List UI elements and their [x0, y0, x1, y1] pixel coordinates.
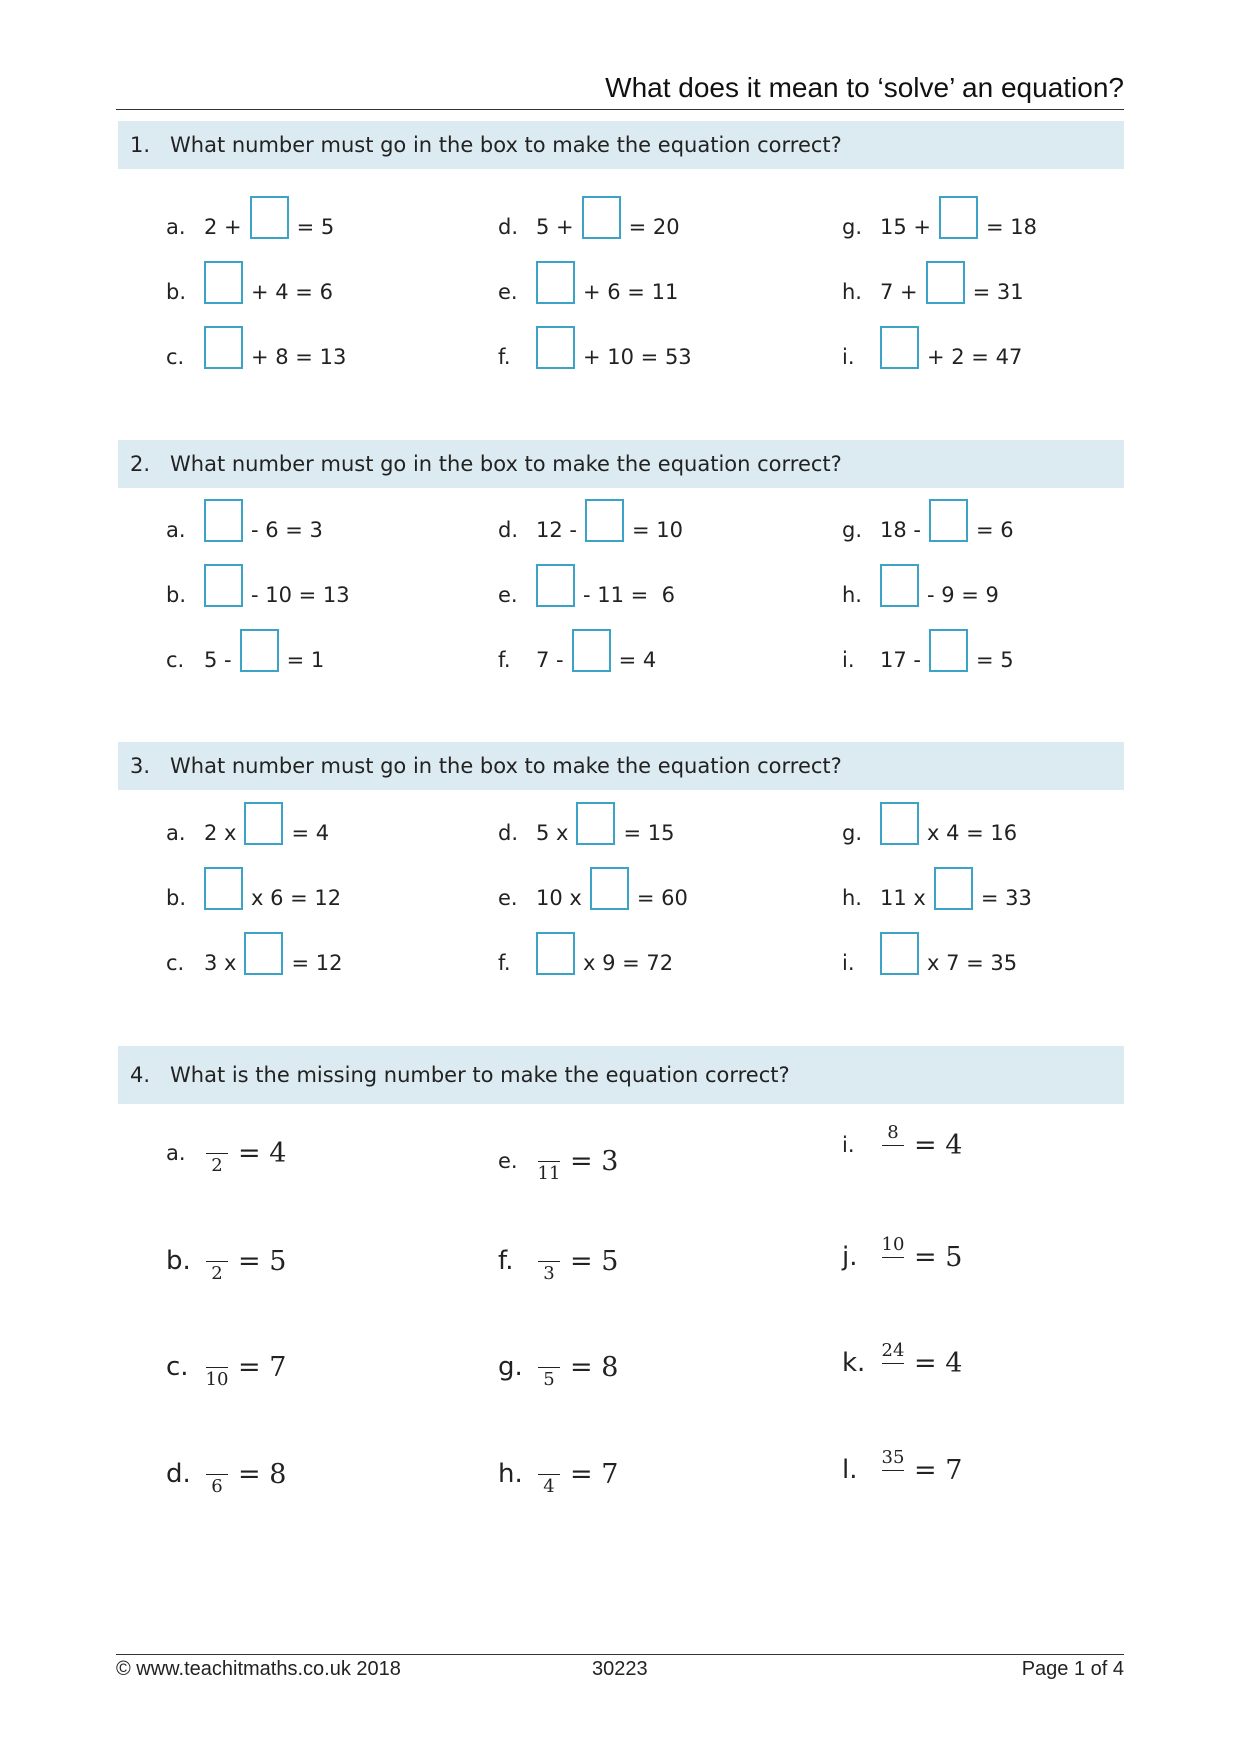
- problem-2d: [498, 506, 683, 554]
- answer-box[interactable]: [536, 326, 575, 369]
- problem-right-text: x 6 = 12: [251, 886, 342, 910]
- equation-rhs: = 3: [570, 1145, 619, 1177]
- problem-left-text: 3 x: [204, 951, 237, 975]
- answer-box[interactable]: [585, 499, 624, 542]
- fraction-numerator-blank[interactable]: [211, 1450, 222, 1474]
- problem-letter: d.: [498, 518, 519, 542]
- problem-right-text: = 33: [980, 886, 1032, 910]
- fraction-numerator-blank[interactable]: [543, 1450, 554, 1474]
- question-prompt: What is the missing number to make the equation correct?: [170, 1063, 790, 1087]
- question-number: 2.: [130, 452, 151, 476]
- fraction: [880, 1339, 906, 1388]
- fraction-numerator-blank[interactable]: [211, 1129, 222, 1153]
- footer-page-number: Page 1 of 4: [1021, 1658, 1124, 1680]
- fraction-numerator: 10: [881, 1233, 905, 1255]
- equation-rhs: = 5: [570, 1245, 619, 1277]
- problem-right-text: = 31: [972, 280, 1024, 304]
- problem-letter: a.: [166, 215, 186, 239]
- problem-left-text: 18 -: [880, 518, 921, 542]
- fraction-numerator-blank[interactable]: [543, 1343, 554, 1367]
- problem-right-text: = 18: [986, 215, 1037, 239]
- answer-box[interactable]: [536, 564, 575, 607]
- problem-1e: [498, 268, 678, 316]
- problem-right-text: = 5: [296, 215, 335, 239]
- problem-1a: [166, 203, 334, 251]
- answer-box[interactable]: [880, 932, 919, 975]
- problem-4k: [842, 1328, 962, 1398]
- fraction: [204, 1450, 230, 1499]
- problem-letter: l.: [842, 1455, 858, 1485]
- answer-box[interactable]: [572, 629, 611, 672]
- problem-left-text: 7 +: [880, 280, 918, 304]
- problem-right-text: = 4: [291, 821, 330, 845]
- page-title: What does it mean to ‘solve’ an equation?: [605, 72, 1124, 103]
- answer-box[interactable]: [204, 867, 243, 910]
- question-prompt: What number must go in the box to make the equation correct?: [170, 452, 842, 476]
- fraction-denominator-blank[interactable]: [887, 1258, 898, 1282]
- fraction: [536, 1450, 562, 1499]
- problem-letter: g.: [842, 215, 863, 239]
- problem-left-text: 17 -: [880, 648, 921, 672]
- problem-letter: e.: [498, 886, 518, 910]
- problem-4l: [842, 1435, 962, 1505]
- fraction: [204, 1129, 230, 1178]
- answer-box[interactable]: [926, 261, 965, 304]
- problem-letter: h.: [498, 1459, 523, 1489]
- problem-letter: h.: [842, 280, 862, 304]
- fraction-denominator: 5: [543, 1368, 555, 1390]
- problem-right-text: - 10 = 13: [251, 583, 350, 607]
- problem-right-text: = 6: [975, 518, 1014, 542]
- equation-rhs: = 7: [570, 1458, 619, 1490]
- answer-box[interactable]: [204, 564, 243, 607]
- problem-letter: d.: [498, 821, 519, 845]
- problem-right-text: + 6 = 11: [583, 280, 679, 304]
- problem-letter: f.: [498, 951, 511, 975]
- problem-letter: f.: [498, 1246, 514, 1276]
- problem-letter: g.: [842, 821, 863, 845]
- problem-right-text: - 11 = 6: [583, 583, 675, 607]
- problem-letter: h.: [842, 886, 862, 910]
- equation-rhs: = 4: [914, 1129, 963, 1161]
- answer-box[interactable]: [582, 196, 621, 239]
- answer-box[interactable]: [204, 326, 243, 369]
- problem-letter: g.: [498, 1352, 523, 1382]
- answer-box[interactable]: [880, 326, 919, 369]
- problem-right-text: + 10 = 53: [583, 345, 692, 369]
- equation-rhs: = 7: [238, 1351, 287, 1383]
- fraction-denominator-blank[interactable]: [887, 1471, 898, 1495]
- equation-rhs: = 4: [914, 1347, 963, 1379]
- question-2-header: [118, 440, 1124, 488]
- problem-2c: [166, 636, 324, 684]
- problem-right-text: = 5: [975, 648, 1014, 672]
- problem-letter: i.: [842, 345, 855, 369]
- problem-right-text: = 60: [636, 886, 688, 910]
- problem-letter: c.: [166, 951, 185, 975]
- problem-1d: [498, 203, 680, 251]
- fraction: [204, 1343, 230, 1392]
- problem-left-text: 5 -: [204, 648, 232, 672]
- fraction-denominator: 10: [205, 1368, 229, 1390]
- question-4-header: [118, 1046, 1124, 1104]
- problem-letter: b.: [166, 280, 187, 304]
- problem-right-text: + 8 = 13: [251, 345, 347, 369]
- problem-right-text: - 6 = 3: [251, 518, 323, 542]
- answer-box[interactable]: [939, 196, 978, 239]
- answer-box[interactable]: [204, 499, 243, 542]
- answer-box[interactable]: [204, 261, 243, 304]
- problem-1c: [166, 333, 346, 381]
- problem-3g: [842, 809, 1017, 857]
- problem-2g: [842, 506, 1014, 554]
- problem-letter: i.: [842, 1133, 855, 1157]
- fraction-numerator: 35: [881, 1446, 905, 1468]
- problem-1i: [842, 333, 1022, 381]
- problem-4h: [498, 1439, 618, 1509]
- fraction-denominator: 2: [211, 1154, 223, 1176]
- problem-letter: e.: [498, 1149, 518, 1173]
- problem-1b: [166, 268, 333, 316]
- problem-letter: d.: [166, 1459, 191, 1489]
- problem-letter: e.: [498, 583, 518, 607]
- fraction-numerator-blank[interactable]: [543, 1237, 554, 1261]
- answer-box[interactable]: [244, 802, 283, 845]
- problem-left-text: 7 -: [536, 648, 564, 672]
- problem-4e: [498, 1126, 618, 1196]
- problem-left-text: 5 +: [536, 215, 574, 239]
- fraction: [536, 1343, 562, 1392]
- fraction-numerator-blank[interactable]: [543, 1137, 554, 1161]
- problem-letter: a.: [166, 518, 186, 542]
- fraction-numerator-blank[interactable]: [211, 1343, 222, 1367]
- problem-letter: b.: [166, 1246, 191, 1276]
- problem-letter: h.: [842, 583, 862, 607]
- problem-right-text: + 2 = 47: [927, 345, 1023, 369]
- fraction: [536, 1137, 562, 1186]
- problem-left-text: 10 x: [536, 886, 582, 910]
- equation-rhs: = 5: [238, 1245, 287, 1277]
- problem-letter: b.: [166, 886, 187, 910]
- problem-right-text: = 15: [623, 821, 675, 845]
- problem-letter: f.: [498, 345, 511, 369]
- problem-1h: [842, 268, 1024, 316]
- answer-box[interactable]: [250, 196, 289, 239]
- problem-2h: [842, 571, 999, 619]
- equation-rhs: = 7: [914, 1454, 963, 1486]
- problem-2i: [842, 636, 1014, 684]
- problem-3c: [166, 939, 342, 987]
- answer-box[interactable]: [240, 629, 279, 672]
- problem-2b: [166, 571, 350, 619]
- problem-4i: [842, 1110, 962, 1180]
- fraction-numerator: 24: [881, 1339, 905, 1361]
- problem-right-text: = 1: [286, 648, 325, 672]
- fraction-denominator-blank[interactable]: [887, 1364, 898, 1388]
- problem-3f: [498, 939, 673, 987]
- problem-1f: [498, 333, 692, 381]
- problem-2f: [498, 636, 656, 684]
- problem-letter: a.: [166, 1141, 186, 1165]
- answer-box[interactable]: [934, 867, 973, 910]
- question-3-header: [118, 742, 1124, 790]
- problem-left-text: 2 +: [204, 215, 242, 239]
- problem-3e: [498, 874, 688, 922]
- footer-divider: [116, 1654, 1124, 1655]
- problem-3a: [166, 809, 329, 857]
- fraction-denominator: 6: [211, 1475, 223, 1497]
- question-number: 4.: [130, 1063, 151, 1087]
- footer-code: 30223: [592, 1658, 648, 1680]
- problem-letter: g.: [842, 518, 863, 542]
- question-1-header: [118, 121, 1124, 169]
- problem-letter: c.: [166, 345, 185, 369]
- answer-box[interactable]: [590, 867, 629, 910]
- problem-left-text: 11 x: [880, 886, 926, 910]
- answer-box[interactable]: [929, 499, 968, 542]
- fraction: [880, 1233, 906, 1282]
- problem-4b: [166, 1226, 286, 1296]
- problem-letter: b.: [166, 583, 187, 607]
- equation-rhs: = 5: [914, 1241, 963, 1273]
- problem-3b: [166, 874, 341, 922]
- problem-letter: i.: [842, 648, 855, 672]
- problem-letter: f.: [498, 648, 511, 672]
- question-number: 3.: [130, 754, 151, 778]
- problem-letter: c.: [166, 1352, 189, 1382]
- question-prompt: What number must go in the box to make the equation correct?: [170, 754, 842, 778]
- problem-right-text: x 7 = 35: [927, 951, 1018, 975]
- problem-left-text: 5 x: [536, 821, 569, 845]
- answer-box[interactable]: [576, 802, 615, 845]
- fraction: [204, 1237, 230, 1286]
- answer-box[interactable]: [929, 629, 968, 672]
- fraction: [880, 1446, 906, 1495]
- problem-2a: [166, 506, 323, 554]
- problem-4c: [166, 1332, 286, 1402]
- problem-1g: [842, 203, 1037, 251]
- problem-4g: [498, 1332, 618, 1402]
- problem-right-text: = 12: [291, 951, 343, 975]
- problem-4j: [842, 1222, 962, 1292]
- problem-4a: [166, 1118, 286, 1188]
- problem-right-text: - 9 = 9: [927, 583, 999, 607]
- problem-letter: e.: [498, 280, 518, 304]
- problem-left-text: 2 x: [204, 821, 237, 845]
- problem-letter: i.: [842, 951, 855, 975]
- fraction: [880, 1121, 906, 1170]
- problem-right-text: = 20: [628, 215, 680, 239]
- problem-letter: c.: [166, 648, 185, 672]
- problem-letter: k.: [842, 1348, 866, 1378]
- problem-right-text: x 9 = 72: [583, 951, 674, 975]
- footer-copyright: © www.teachitmaths.co.uk 2018: [116, 1658, 401, 1680]
- problem-right-text: = 10: [631, 518, 683, 542]
- fraction-numerator-blank[interactable]: [211, 1237, 222, 1261]
- problem-4f: [498, 1226, 618, 1296]
- fraction-denominator: 3: [543, 1262, 555, 1284]
- problem-2e: [498, 571, 675, 619]
- answer-box[interactable]: [880, 802, 919, 845]
- fraction-numerator: 8: [887, 1121, 899, 1143]
- problem-right-text: + 4 = 6: [251, 280, 333, 304]
- fraction-denominator-blank[interactable]: [887, 1146, 898, 1170]
- problem-3i: [842, 939, 1017, 987]
- answer-box[interactable]: [536, 932, 575, 975]
- equation-rhs: = 4: [238, 1137, 287, 1169]
- problem-right-text: x 4 = 16: [927, 821, 1018, 845]
- problem-3h: [842, 874, 1032, 922]
- problem-right-text: = 4: [618, 648, 657, 672]
- fraction-denominator: 4: [543, 1475, 555, 1497]
- fraction-denominator: 2: [211, 1262, 223, 1284]
- fraction-denominator: 11: [537, 1162, 561, 1184]
- problem-left-text: 12 -: [536, 518, 577, 542]
- fraction: [536, 1237, 562, 1286]
- problem-left-text: 15 +: [880, 215, 931, 239]
- answer-box[interactable]: [536, 261, 575, 304]
- title-divider: [116, 109, 1124, 110]
- problem-letter: j.: [842, 1242, 858, 1272]
- problem-3d: [498, 809, 674, 857]
- equation-rhs: = 8: [570, 1351, 619, 1383]
- equation-rhs: = 8: [238, 1458, 287, 1490]
- answer-box[interactable]: [880, 564, 919, 607]
- problem-letter: a.: [166, 821, 186, 845]
- problem-4d: [166, 1439, 286, 1509]
- question-prompt: What number must go in the box to make the equation correct?: [170, 133, 842, 157]
- answer-box[interactable]: [244, 932, 283, 975]
- question-number: 1.: [130, 133, 151, 157]
- problem-letter: d.: [498, 215, 519, 239]
